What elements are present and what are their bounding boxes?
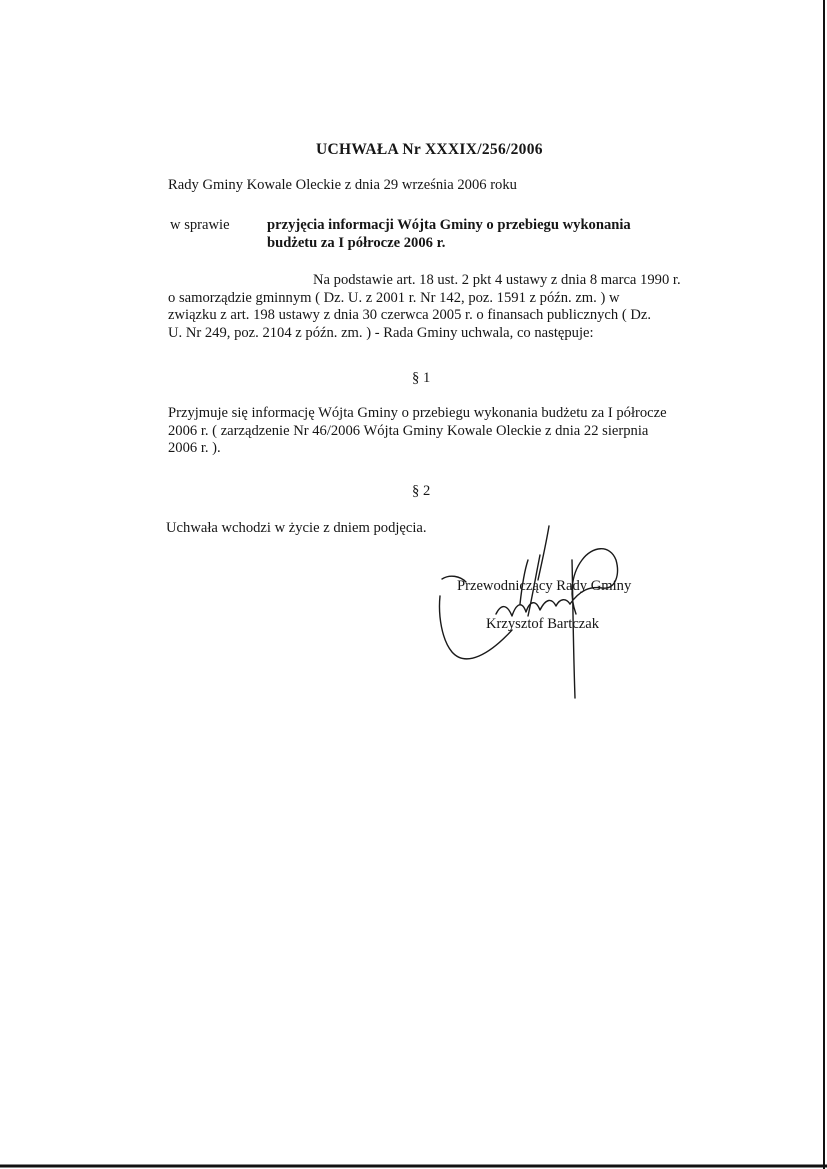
legal-basis xyxy=(168,272,748,342)
resolution-title: UCHWAŁA Nr XXXIX/256/2006 xyxy=(316,141,543,158)
handwritten-signature xyxy=(420,520,660,710)
subject-line: budżetu za I półrocze 2006 r. xyxy=(267,235,446,251)
signatory-role: Przewodniczący Rady Gminy xyxy=(457,578,632,594)
section-2-text: Uchwała wchodzi w życie z dniem podjęcia. xyxy=(166,520,427,536)
section-1-heading: § 1 xyxy=(412,370,431,386)
subject-label: w sprawie xyxy=(170,217,230,233)
subject-text xyxy=(267,216,717,252)
resolution-preamble: Rady Gminy Kowale Oleckie z dnia 29 września 2006 roku xyxy=(168,177,517,193)
subject-line: przyjęcia informacji Wójta Gminy o przebiegu wykonania xyxy=(267,217,631,233)
legal-basis-line: związku z art. 198 ustawy z dnia 30 czerwca 2005 r. o finansach publicznych ( Dz. xyxy=(168,307,652,323)
legal-basis-line: U. Nr 249, poz. 2104 z późn. zm. ) - Rada Gminy uchwala, co następuje: xyxy=(168,324,594,341)
section-1-line: Przyjmuje się informację Wójta Gminy o przebiegu wykonania budżetu za I półrocze xyxy=(168,405,667,421)
legal-basis-line: Na podstawie art. 18 ust. 2 pkt 4 ustawy z dnia 8 marca 1990 r. xyxy=(313,272,681,288)
section-1-line: 2006 r. ). xyxy=(168,440,221,456)
section-1-line: 2006 r. ( zarządzenie Nr 46/2006 Wójta Gminy Kowale Oleckie z dnia 22 sierpnia xyxy=(168,422,649,439)
signatory-name: Krzysztof Bartczak xyxy=(486,616,600,632)
legal-basis-line: o samorządzie gminnym ( Dz. U. z 2001 r. Nr 142, poz. 1591 z późn. zm. ) w xyxy=(168,289,620,306)
section-2-heading: § 2 xyxy=(412,483,431,499)
section-1-text xyxy=(168,405,768,458)
